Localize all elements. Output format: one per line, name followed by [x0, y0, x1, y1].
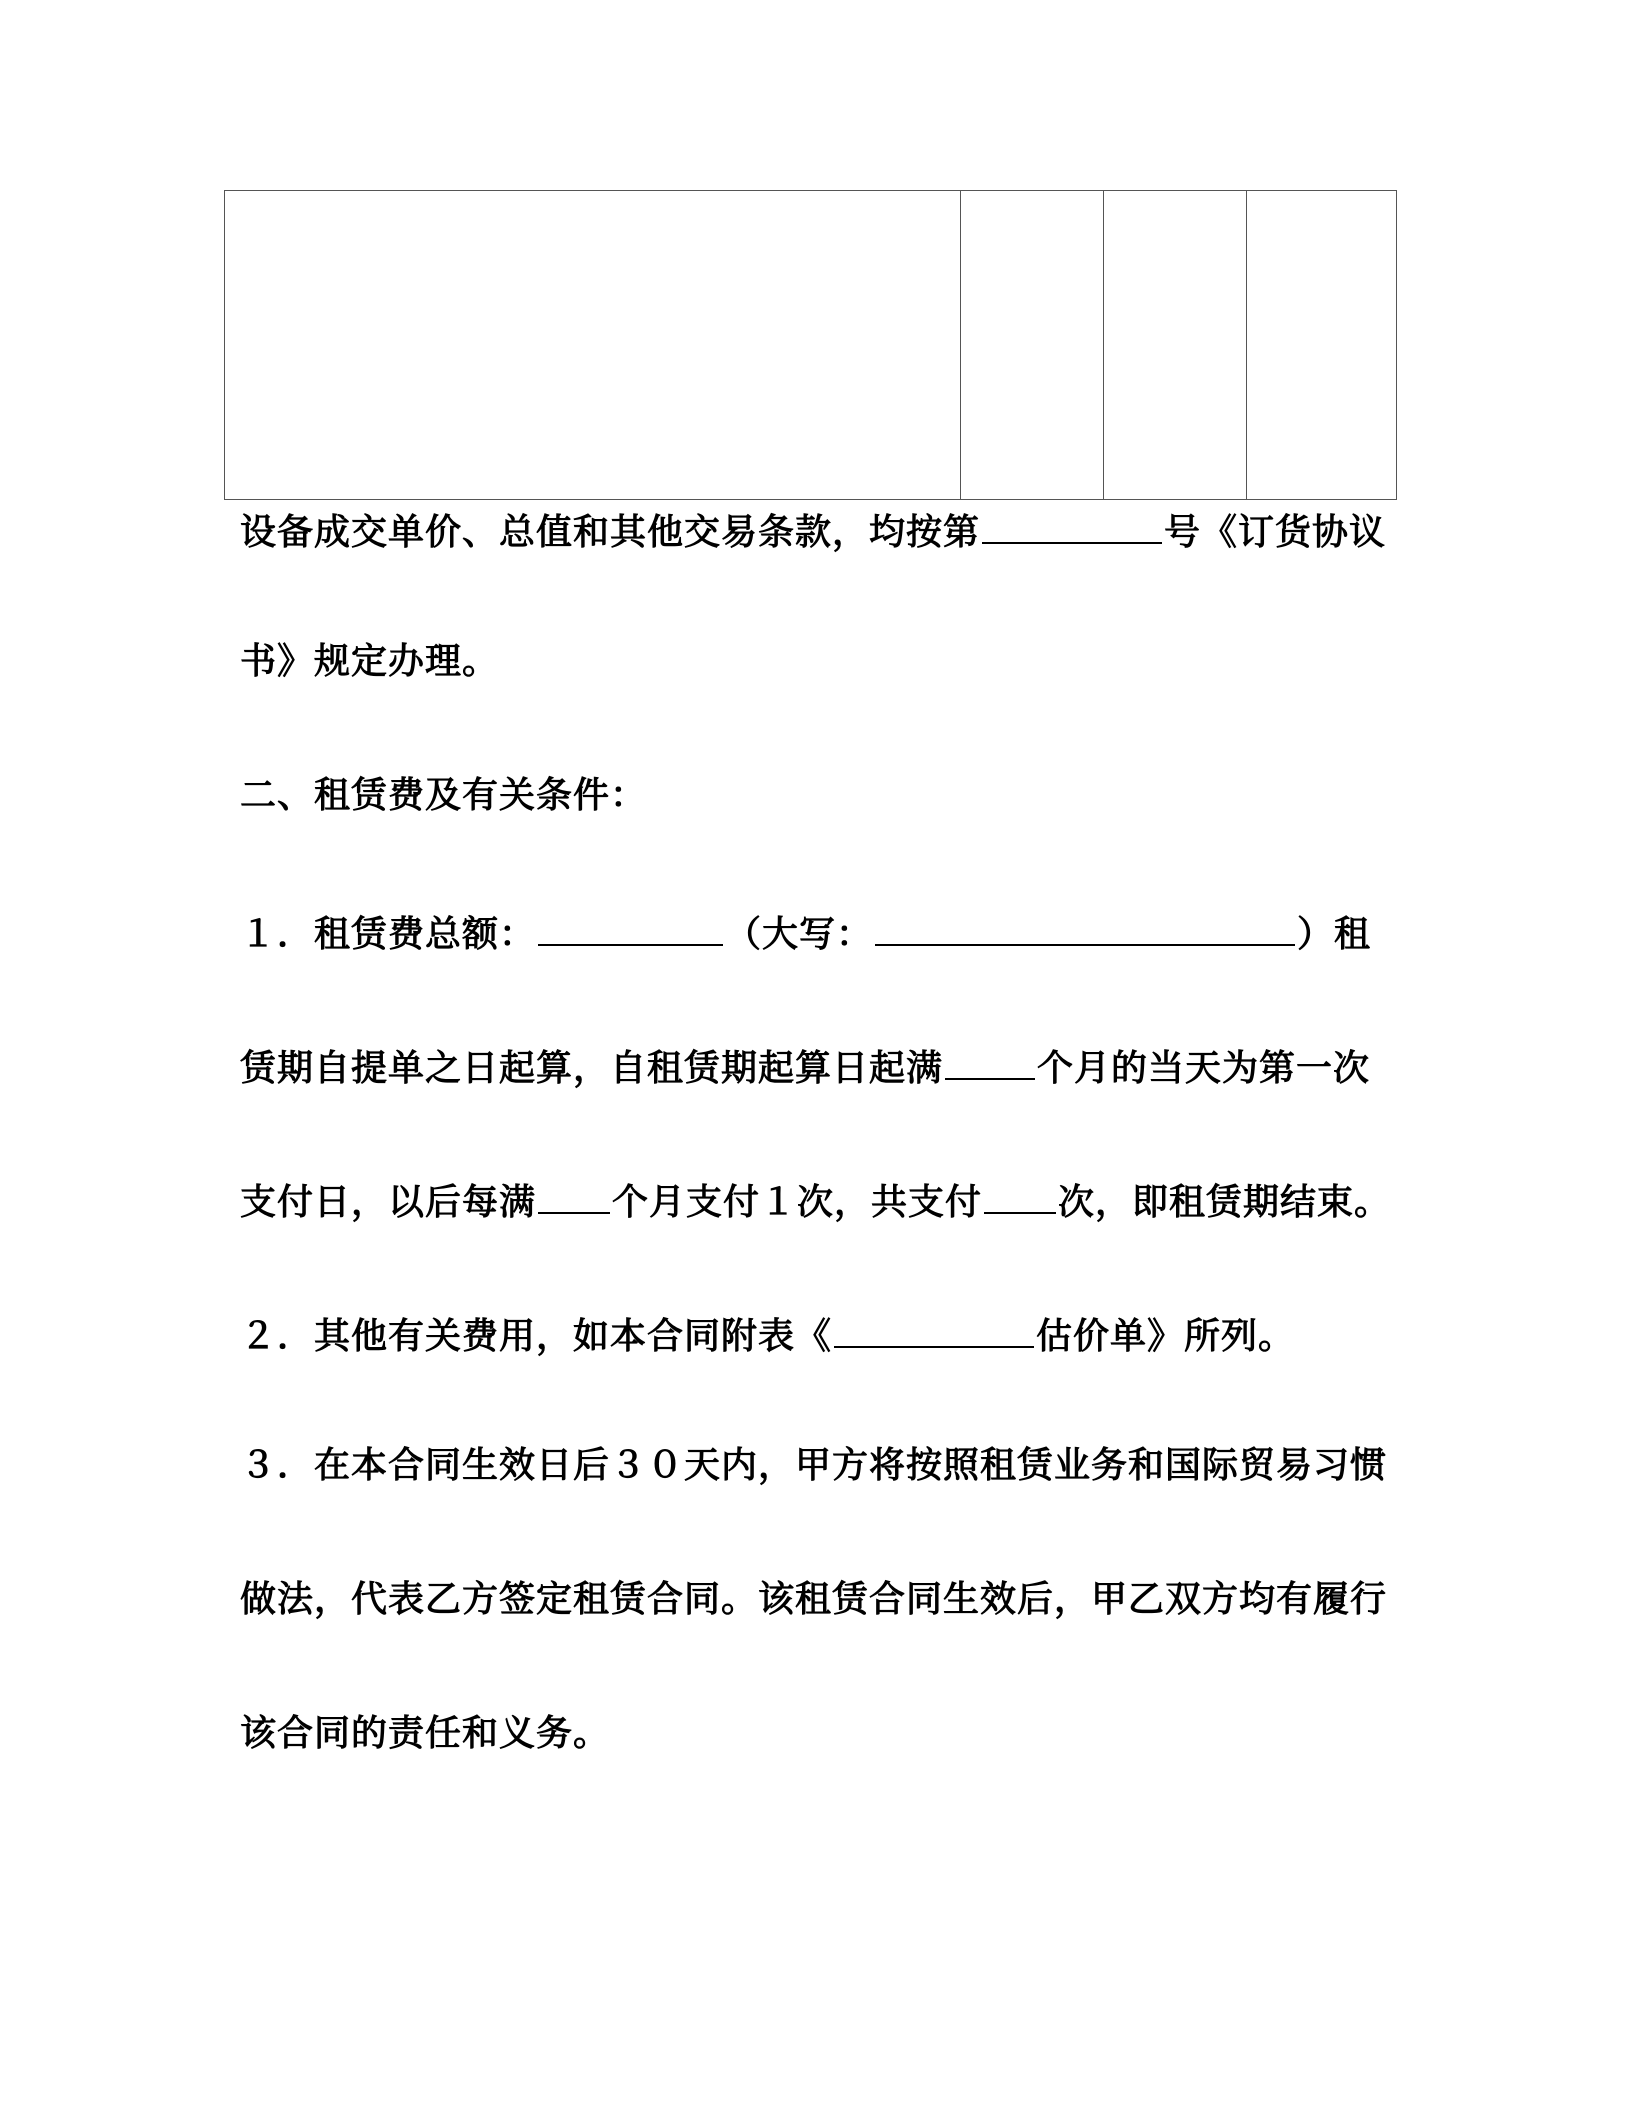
text: 设备成交单价、总值和其他交易条款，均按第	[240, 512, 981, 553]
text: 支付日，以后每满	[240, 1182, 537, 1223]
paragraph-terms-line1	[240, 506, 1386, 555]
text: 个月的当天为第一次	[1037, 1048, 1371, 1089]
text: 估价单》所列。	[1036, 1316, 1296, 1357]
text: 做法，代表乙方签定租赁合同。该租赁合同生效后，甲乙双方均有履行	[240, 1579, 1388, 1620]
blank-agreement-number[interactable]	[982, 506, 1162, 544]
text: （大写：	[725, 914, 874, 955]
table-cell	[1104, 191, 1247, 500]
item1-line2	[240, 1042, 1370, 1091]
text: ３．在本合同生效日后３０天内，甲方将按照租赁业务和国际贸易习惯	[240, 1445, 1388, 1486]
item2-line1	[240, 1310, 1295, 1359]
text: 次，即租赁期结束。	[1058, 1182, 1392, 1223]
item1-line1	[240, 908, 1371, 957]
item1-line3	[240, 1176, 1391, 1225]
text: 赁期自提单之日起算，自租赁期起算日起满	[240, 1048, 944, 1089]
table-cell	[1247, 191, 1397, 500]
equipment-table	[224, 190, 1397, 500]
blank-payment-count[interactable]	[984, 1176, 1056, 1214]
text: 书》规定办理。	[240, 641, 500, 682]
blank-estimate-name[interactable]	[834, 1310, 1034, 1348]
text: １．租赁费总额：	[240, 914, 537, 955]
table-cell	[225, 191, 961, 500]
blank-months-first-payment[interactable]	[945, 1042, 1035, 1080]
blank-amount-in-words[interactable]	[875, 908, 1295, 946]
item3-line2	[240, 1578, 1387, 1622]
section-heading: 二、租赁费及有关条件：	[240, 775, 648, 816]
blank-payment-interval[interactable]	[538, 1176, 610, 1214]
table-cell	[961, 191, 1104, 500]
text: 号《订货协议	[1164, 512, 1387, 553]
text: 该合同的责任和义务。	[240, 1713, 611, 1754]
item3-line1	[240, 1444, 1387, 1488]
blank-total-amount[interactable]	[538, 908, 723, 946]
text: ２．其他有关费用，如本合同附表《	[240, 1316, 833, 1357]
text: 个月支付１次，共支付	[612, 1182, 983, 1223]
table-row	[225, 191, 1397, 500]
text: ）租	[1297, 914, 1372, 955]
paragraph-terms-line2	[240, 640, 499, 684]
section-title-rental-fees	[240, 774, 647, 818]
item3-line3	[240, 1712, 610, 1756]
